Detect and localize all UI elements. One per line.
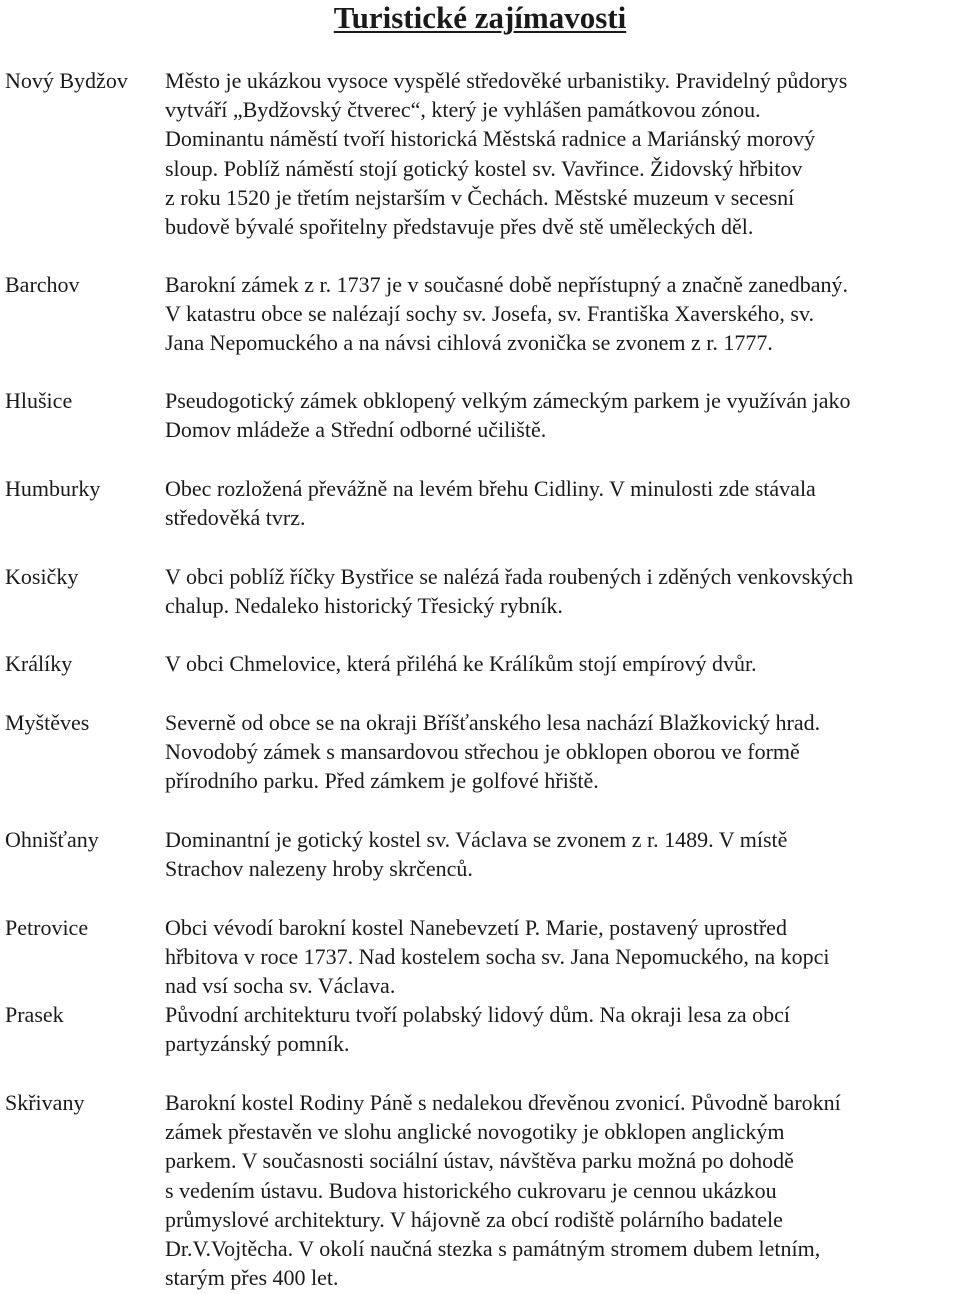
- description-line: nad vsí socha sv. Václava.: [165, 973, 396, 999]
- description-line: parkem. V současnosti sociální ústav, návštěva parku možná po dohodě: [165, 1148, 794, 1174]
- entry-place-name: Humburky: [5, 476, 101, 501]
- description-line: Severně od obce se na okraji Bříšťanského lesa nachází Blažkovický hrad.: [165, 710, 821, 735]
- description-line: s vedením ústavu. Budova historického cukrovaru je cennou ukázkou: [165, 1177, 777, 1203]
- entry-description: [165, 386, 960, 444]
- description-line: Novodobý zámek s mansardovou střechou je obklopen oborou ve formě: [165, 739, 800, 765]
- description-line: z roku 1520 je třetím nejstarším v Čechách. Městské muzeum v secesní: [165, 184, 795, 210]
- description-line: vytváří „Bydžovský čtverec“, který je vyhlášen památkovou zónou.: [165, 97, 761, 123]
- description-line: Původní architekturu tvoří polabský lidový dům. Na okraji lesa za obcí: [165, 1002, 791, 1027]
- entry-description: [165, 649, 960, 678]
- description-line: Dr.V.Vojtěcha. V okolí naučná stezka s památným stromem dubem letním,: [165, 1236, 821, 1262]
- description-line: Dominantu náměstí tvoří historická Městská radnice a Mariánský morový: [165, 126, 816, 152]
- description-line: průmyslové architektury. V hájovně za obcí rodiště polárního badatele: [165, 1206, 783, 1232]
- entry-place-name: Petrovice: [5, 915, 89, 940]
- entry-description: [165, 1000, 960, 1058]
- entry-description: [165, 913, 960, 1001]
- entry-place-name: Hlušice: [5, 388, 73, 413]
- description-line: V obci poblíž říčky Bystřice se nalézá řada roubených i zděných venkovských: [165, 564, 854, 589]
- entry-place-name: Nový Bydžov: [5, 68, 128, 93]
- entry-place-name: Skřivany: [5, 1090, 85, 1115]
- entry-description: [165, 66, 960, 241]
- entry-place-name: Ohnišťany: [5, 827, 99, 852]
- entry-place-name: Králíky: [5, 651, 73, 676]
- entry-description: [165, 562, 960, 620]
- description-line: chalup. Nedaleko historický Třesický rybník.: [165, 593, 563, 619]
- page-title: Turistické zajímavosti: [333, 0, 627, 35]
- entry-place-name: Myštěves: [5, 710, 90, 735]
- entry-description: [165, 270, 960, 358]
- entry-place-name: Barchov: [5, 272, 80, 297]
- description-line: hřbitova v roce 1737. Nad kostelem socha sv. Jana Nepomuckého, na kopci: [165, 944, 830, 970]
- description-line: starým přes 400 let.: [165, 1265, 339, 1291]
- description-line: Barokní kostel Rodiny Páně s nedalekou dřevěnou zvonicí. Původně barokní: [165, 1090, 841, 1115]
- entry-place-name: Kosičky: [5, 564, 79, 589]
- description-line: Jana Nepomuckého a na návsi cihlová zvonička se zvonem z r. 1777.: [165, 330, 773, 356]
- entry-description: [165, 1088, 960, 1292]
- description-line: Domov mládeže a Střední odborné učiliště.: [165, 417, 547, 443]
- description-line: budově bývalé spořitelny představuje přes dvě stě uměleckých děl.: [165, 214, 754, 240]
- description-line: Barokní zámek z r. 1737 je v současné době nepřístupný a značně zanedbaný.: [165, 272, 848, 297]
- description-line: V katastru obce se nalézají sochy sv. Josefa, sv. Františka Xaverského, sv.: [165, 301, 815, 327]
- description-line: partyzánský pomník.: [165, 1031, 350, 1057]
- description-line: V obci Chmelovice, která přiléhá ke Králíkům stojí empírový dvůr.: [165, 651, 757, 676]
- description-line: přírodního parku. Před zámkem je golfové hřiště.: [165, 768, 599, 794]
- description-line: Město je ukázkou vysoce vyspělé středověké urbanistiky. Pravidelný půdorys: [165, 68, 848, 93]
- description-line: středověká tvrz.: [165, 505, 306, 531]
- entry-description: [165, 825, 960, 883]
- description-line: Dominantní je gotický kostel sv. Václava se zvonem z r. 1489. V místě: [165, 827, 788, 852]
- entry-place-name: Prasek: [5, 1002, 64, 1027]
- entry-description: [165, 708, 960, 796]
- description-line: Obci vévodí barokní kostel Nanebevzetí P. Marie, postavený uprostřed: [165, 915, 787, 940]
- description-line: Strachov nalezeny hroby skrčenců.: [165, 856, 473, 882]
- description-line: zámek přestavěn ve slohu anglické novogotiky je obklopen anglickým: [165, 1119, 785, 1145]
- entry-description: [165, 474, 960, 532]
- description-line: Obec rozložená převážně na levém břehu Cidliny. V minulosti zde stávala: [165, 476, 816, 501]
- description-line: sloup. Poblíž náměstí stojí gotický kostel sv. Vavřince. Židovský hřbitov: [165, 155, 803, 181]
- description-line: Pseudogotický zámek obklopený velkým zámeckým parkem je využíván jako: [165, 388, 851, 413]
